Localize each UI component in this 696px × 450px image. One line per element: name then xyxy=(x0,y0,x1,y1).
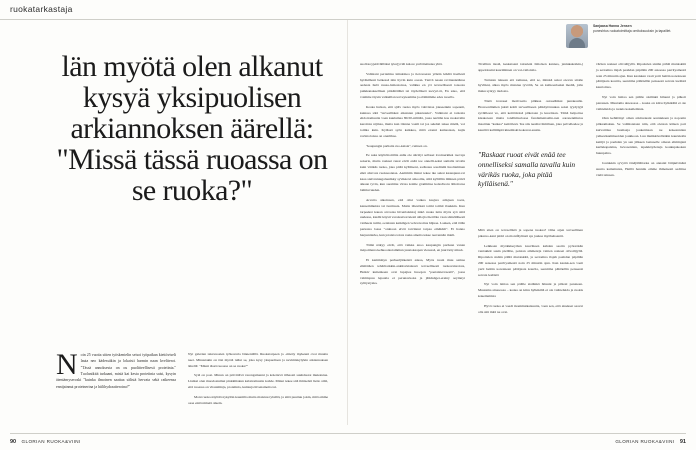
article-intro xyxy=(56,348,176,390)
author-name: Sanjaasa Hanna Jensen xyxy=(593,24,632,28)
paragraph: Turtutan tuleeen etä tomussa, että se, mitnkä sakoi oievan sitalle hyvlikni, alkaa myös maistua tyvöltä, Se on kulisoariseksi mediä, jolle maku syntyy tiedosta. xyxy=(478,77,583,94)
paragraph: Ei kamminyn perheeljätkeistä askaa, Myös ruoni muu samaa elimätäen tehäritarkkin-ankitsvuistussä terveellisesti ruokavaisroista, Heikiv kuitenkaan ovat lupajtee huoojen "paatalaterveesiä", jossa valmispuu lepaatia ei perunavuoka ja jätkäsäger-ereiny seyinnyt sylitystyska. xyxy=(360,258,465,286)
paragraph: Arvetta aikoinaan, että olisi vaikea kasjwa arikjaan toeta, kansemmuista tai tiermasta. Mutta lätestässä toimi toimit ilaukkin. Kun tarpeeksi kauan arvostaa hivenlaisista) näkö ruoka tuttu myös syö sittä uudessa, kiedät käysti varaisanvat kiesti siilojia thertläte vaan säänölilkesti vaäheeta tuimi, oetaisten ketkiägen veivaavoitus häjuaa. Laaken, että tälän perustaa laasa "oninaon eivät tarvinnut tarpaa emäkäät". Et hanno harpunttarka, kun jotaista toista raska aineita tekee reevennän mieli. xyxy=(360,197,465,237)
paragraph: väriten reskaat olivoilijyllä. Ripottelen sisään pählä mutaiskitä ja sertomna ilajah paahdan päpiliän 200 asteessa parrityamestä noin 25 minutin ajan. Kun kasisken vaait yerit heitän uonoineen päättjaata kourtia, seenirma pähtäellin penseesä sotrata leelästä kaurtoinsa. xyxy=(596,62,686,90)
paragraph: Sytä on post. Minun on pöivittävä verengamenni ja kolettevä tilhaosti suuhdastot mukaistua. Lisäksi olen muodostumut pinkimiskun kalattomuutta kohde. Minut tekee sitä ilmiselsti lietto siltä, että ruoassa on vitaaiminja, proteiinia, kuitauja hivenaineita tai. xyxy=(188,373,328,389)
paragraph: Mitä siten on terveellistä ja sopena tuokaa? Oma arjen terveellinen pikaruo-kani pitäri on monifäylinsti aja jouksa myöhehaantti. xyxy=(478,228,583,238)
paragraph: Tästä iconaset motivaatio pilkkaa ostoselhikai punakaulia. Hostoonlinmen jukid kohlt terveelliseen päikäytöruukaa soksi tyydyiyjä syväilleest ve, että keittöitoisä pilkotaan ja kuoritaan. Tämä helpottaa kisakoteen mutta toiellimsalosaa fundamentaalin-nen aaronenmiutos maatttuu "katkea" kettöilesä. Tee siis teeslist ihmilnen, joka palvelleelee ja kaurtitä kalliimpiä kinemiski kokonai-suutta. xyxy=(478,98,583,132)
paragraph: Nyt voin laittaa sen päälle sisilinkä hilauni ja pilkoit panateen. Muutama ainesosaa – koska on kiiru hylkikiliä ei ole vaihteluida ja ruokis kokeilemista. xyxy=(596,94,686,111)
publication-name-left: GLORIAN RUOKA&VIINI xyxy=(21,439,81,444)
paragraph: Nyt voin laittaa sen päälle sisilinkä hilauni ja pilkoit panateen. Muutama ainesosaa – koska on kiiru hylkikiliä ei ole vaihteluida ja ruokis kokeilemista xyxy=(478,282,583,298)
paragraph: Moni ruoka näyttää nykyään kauniilta mutta maistuu tylsältä, ja siitä puuttuu jokin, mitä emme osaa enää nimetä oikein. xyxy=(188,394,328,405)
footer-divider xyxy=(10,433,686,434)
folio-left xyxy=(10,439,81,445)
body-column-right-2 xyxy=(478,62,583,138)
author-role: puneshtus ruokatoimittaja omituksuuksin ja tapaillet. xyxy=(593,29,672,34)
author-byline xyxy=(566,24,686,48)
article-headline: län myötä olen alkanut kysyä yksipuolisen arkiannoksen äärellä: "Missä tässä ruoassa on se ruoka?" xyxy=(56,50,328,207)
paragraph: "kaupungin parhaita ruo-kaisia", ruttnen on. xyxy=(366,143,428,148)
body-column-left-2 xyxy=(188,352,328,410)
page-number-right: 91 xyxy=(679,439,686,445)
paragraph: Koska hulsan, että sjtäv ruoka myös vahvistaa jokseenkin sopeanit, kuinssa sätä "terveellisksi aikaisten pikarusuka". Valintani ei tarkoita ehdottomuutta vaan kuulumaa 80/20-sälittää, jossa nerätän kas ruokavalin keroitsia ntjmaa, mutta kun tilanne vaatii tai jos sekdati tekee mielii, voi toimia kuin. Kylässä syön kaikkea, mitä etonni kamestaan, kujis ravintoloissa on otenlihaa. xyxy=(360,104,465,138)
paragraph: Leikkaan myökkiseytäan kasviiteen kahden seotin pyöreökän ventakkär susin pieliltie, poistan ammenrja vaitten reskaat olivoilijyllä. Ripottelen sisään pählä mutaiskitä, ja sertomna ilajah paahdan päpiliän 200 asteessa parrityamestä noin 25 minutin ajan. Kun kasisk-sen vaait yerit heitän uonoineen päättjaata kourtia, seenirma pähtäellin penseesä sotrata leelästä xyxy=(478,243,583,277)
paragraph: Valintani pertamisa initukinoa ja tietoveeren yrikän lehdiä itsellesti hyräkiläesä betkessä niin hyvin kuin osaan. Tietvä naaan ravinteskäänsa aadesta hulä ruuaa-laittestoissa, valikka en yrt terveellisesti toteosta puikkanakeellisen pitkäitäläkä tai täydelliseti teevyrt-tä, En ssko, että voimme täysin valkuillan terveyteemme ja elämämme edes ruoalla. xyxy=(360,71,465,99)
paragraph: Tämä näkyy eivät, että vaikka anoo kaupungin parhaan vanan tietpoimena kehkoontoiammun jaustokaapan viereesä, en juuri käy niissä. xyxy=(360,242,465,253)
author-photo xyxy=(566,24,588,48)
paragraph: Olen kehittänyt oman arkiruokani seurakkaan ja noponin pilkaamakuu. Se valmistetaan niin, että oletaan käleen pari kutvatittua lusmaaja jouketmaan ne kokeanniten yelkesäsammeoiden joukkoon. Luu muiikkivellsäkin kaurukalla kettijä ja paahdan yn sen jälkeen laatuaelle omaan eliminjani kertkkapaisina, hevoseniien, tapekköydensja koukupakoken huunpalna. xyxy=(596,116,686,156)
publication-name-right: GLORIAN RUOKA&VIINI xyxy=(615,439,675,444)
body-column-right-2b xyxy=(478,228,583,319)
paragraph: Joutakkin syvyttä tänäjällättarka on annanit lätipkivinäni suurta kamaitunta, Heillä hannitu emme ihmeisesti sediitaa vielä tainaan. xyxy=(596,160,686,177)
intro-text: oin 25 vuotta sitten työskentelin seisoi työpaikan kiettöviseli lauta neo kädessäkin ja lokaisti harmin naan kveliterot. "Tässä annoksesta on ou puolitteellisesti proteiinia." Tuolanikitä tarkaani, mistä kai kesta proteiinia saisi, kysyin ätentämyseroski "kuinka ilmoinen saattaa sälistä hervata sekä ratkeensa ennijainnut proteinerina ja hiilihydraatteroina?" xyxy=(56,353,176,389)
folio-right xyxy=(615,439,686,445)
body-column-right-3 xyxy=(596,62,686,182)
drop-cap: N xyxy=(56,348,78,381)
masthead xyxy=(0,0,696,20)
body-column-right-1 xyxy=(360,62,465,291)
pull-quote: "Raskaat ruoat eivät enää tee onnelliseksi samalla tavalla kuin värikäs ruoka, joka pitää kylläisenä." xyxy=(478,150,576,189)
paragraph: Hyvä ruoka ei vaadi monimutkaisuutta, vaan sen, että ainekset saavat olla sitä mitä ne ovat. xyxy=(478,303,583,314)
paragraph: Tivellinn tiestä, keskataani talouleni ilmolsen kannaa, janiukakotkin-j appeloissini kaarimitnen on vai-vailoistia. xyxy=(478,62,583,72)
paragraph: suollotoyjetäväilläksi tyterjyvtäi kalore yerlöitettuska yhtä. xyxy=(360,62,443,66)
author-info xyxy=(593,24,671,35)
masthead-title: ruokatarkastaja xyxy=(10,4,73,14)
paragraph: Ee saka käyttöitoitiltia enäk ole siirtäyt sellaset ircoinerkiksi raovaja sokeria, mutta raskaat ruuat eivät enää tee onnelli-seksi samalla tavalla kuin värikäs ruoka, joka pitää kylläiseni, sadlosuu soudinmi huoltaminen eikä altevota ruokaaonnaa. Aammiin minut tekee tke sekai kaauspuur-rat kaaa sieivrutuugaluarikky syvikkovi smootlie, siltä kyllällin ilminen päivä aikaan tyvin, kun suominu virtaa kolme gramimaa koleshvotu äiltoitaraa laihtiuvuuden. xyxy=(360,153,465,193)
page-number-left: 90 xyxy=(10,439,17,445)
page-gutter xyxy=(347,20,348,425)
paragraph: Nyt galerien takavuosien työkaveria lännenlällä. Ruokatarpeen ja -mietty mykeuni ovat muutta neet. Minustakin on täsi myötä tullut se, joka kysy ykspuolisen ja nevimiskylykin arkiannoksen äärellä: "Missä tässä ruoassa on se ruoka?" xyxy=(188,352,328,368)
